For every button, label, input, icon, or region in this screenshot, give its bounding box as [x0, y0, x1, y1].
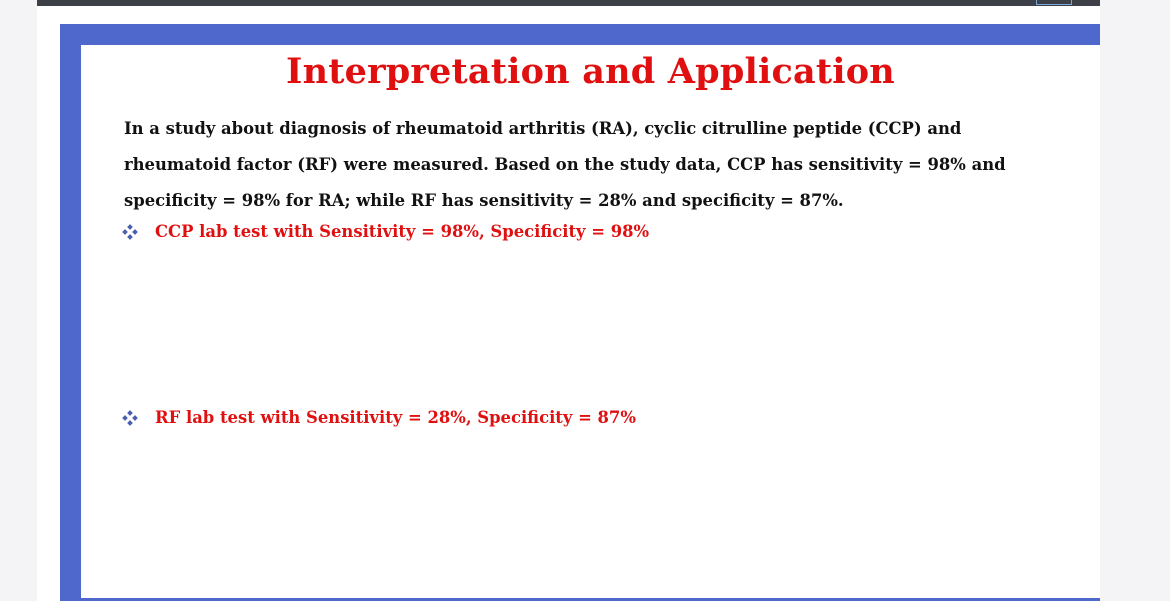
slide-paragraph: In a study about diagnosis of rheumatoid arthritis (RA), cyclic citrulline peptide (CCP) and rheumatoid factor (RF) were measured. Based on the study data, CCP has sensitivity = 98% and specificity = 98% for RA; while RF has sensitivity = 28% and specificity = 87%. — [124, 119, 1006, 210]
diamond-bullet-icon — [123, 411, 137, 425]
diamond-bullet-icon — [123, 225, 137, 239]
slide-title: Interpretation and Application — [286, 51, 895, 92]
bullet-text: RF lab test with Sensitivity = 28%, Specificity = 87% — [155, 408, 636, 427]
slide-frame — [60, 24, 1100, 601]
bullet-text: CCP lab test with Sensitivity = 98%, Specificity = 98% — [155, 222, 650, 241]
bullet-item-ccp — [123, 222, 649, 241]
document-viewer — [37, 6, 1100, 601]
bullet-item-rf — [123, 408, 636, 427]
viewer-top-control[interactable] — [1036, 0, 1072, 5]
slide-content — [81, 45, 1100, 598]
